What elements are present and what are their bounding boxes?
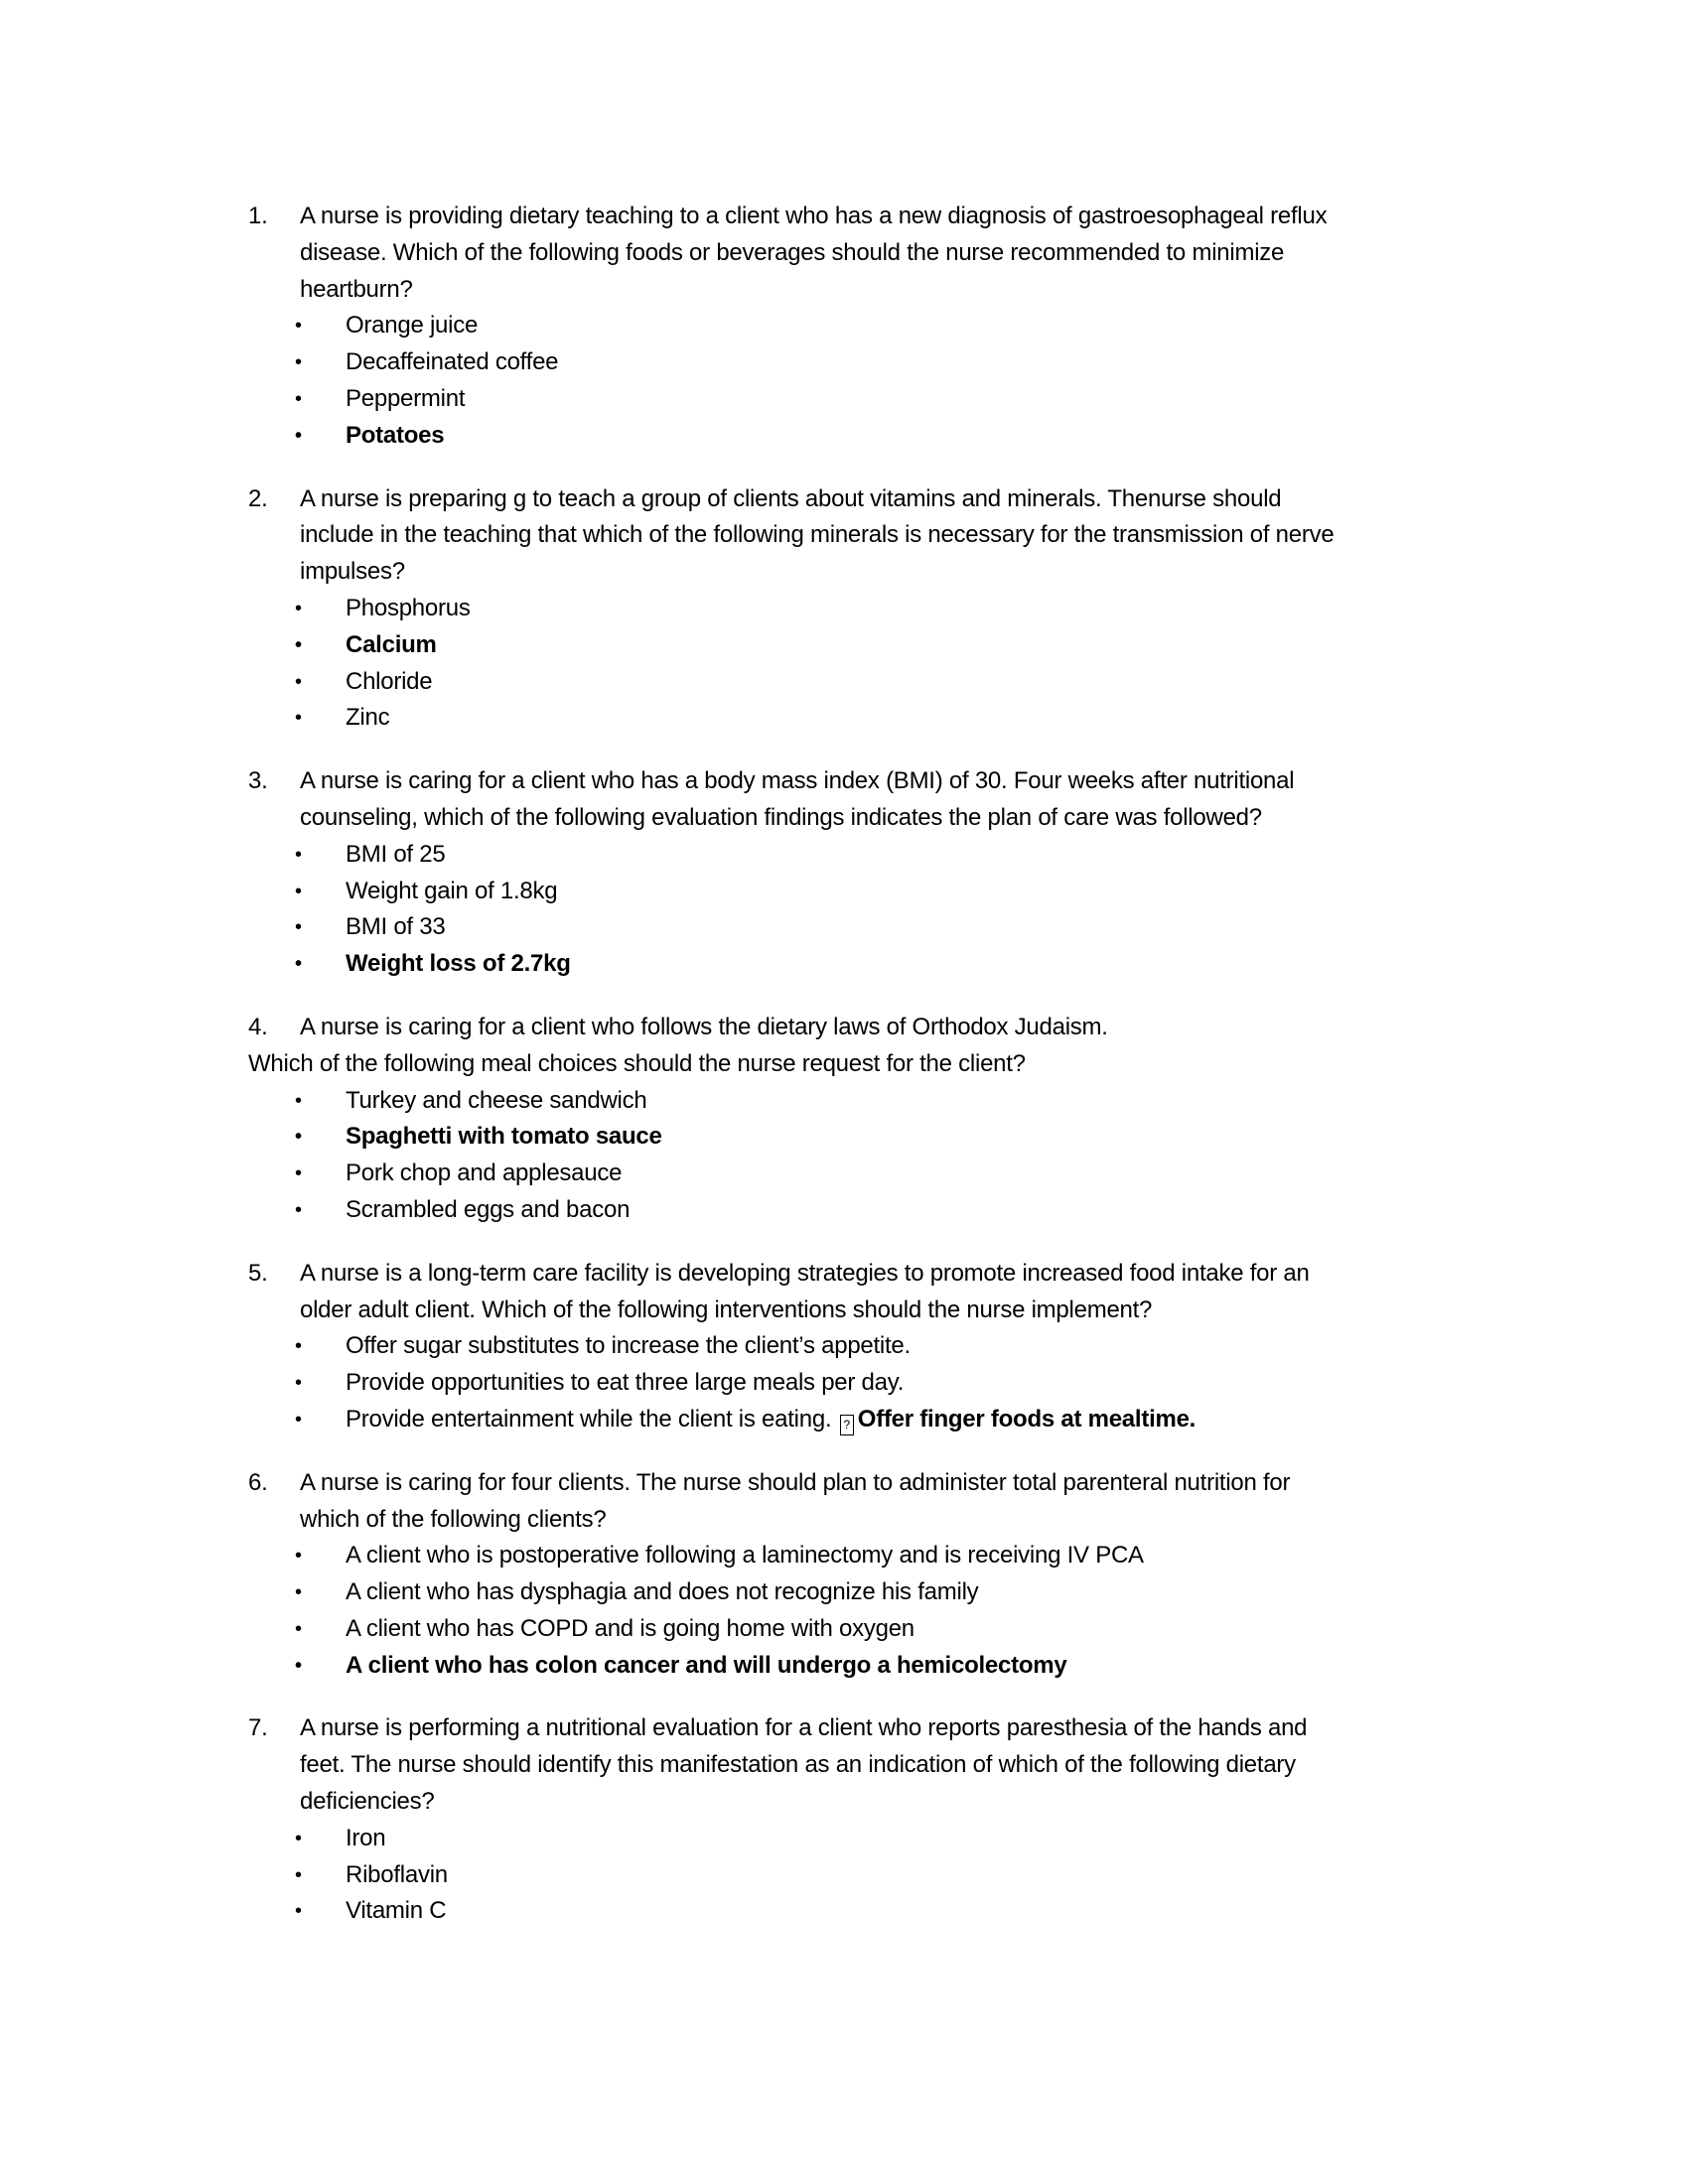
option-text: BMI of 33 [346, 913, 446, 941]
question-2 [248, 481, 1440, 738]
question-stem-line [248, 199, 1440, 235]
answer-option [248, 700, 1440, 737]
answer-option [248, 909, 1440, 946]
bullet-icon: • [295, 1408, 302, 1431]
stem-text: which of the following clients? [300, 1505, 607, 1533]
bullet-icon: • [295, 315, 302, 338]
option-text: Chloride [346, 667, 433, 695]
question-stem-line [248, 1502, 1440, 1539]
question-6 [248, 1465, 1440, 1685]
question-stem-line [248, 554, 1440, 591]
option-text-correct: Offer finger foods at mealtime. [857, 1405, 1196, 1433]
option-text: Weight gain of 1.8kg [346, 877, 558, 904]
option-text: BMI of 25 [346, 840, 446, 868]
answer-option [248, 1156, 1440, 1192]
question-3 [248, 763, 1440, 983]
option-text: Vitamin C [346, 1897, 447, 1925]
bullet-icon: • [295, 1126, 302, 1149]
question-stem-line [248, 1293, 1440, 1329]
stem-text: feet. The nurse should identify this manifestation as an indication of which of the following dietary [300, 1751, 1296, 1779]
option-text: A client who is postoperative following a laminectomy and is receiving IV PCA [346, 1542, 1144, 1570]
option-text: A client who has COPD and is going home with oxygen [346, 1614, 914, 1642]
bullet-icon: • [295, 670, 302, 693]
question-7 [248, 1710, 1440, 1930]
bullet-icon: • [295, 707, 302, 730]
option-text: Zinc [346, 704, 390, 732]
bullet-icon: • [295, 1545, 302, 1568]
bullet-icon: • [295, 880, 302, 902]
stem-text: older adult client. Which of the following interventions should the nurse implement? [300, 1296, 1153, 1323]
bullet-icon: • [295, 633, 302, 656]
stem-text: A nurse is caring for a client who has a body mass index (BMI) of 30. Four weeks after nutritional [300, 767, 1295, 795]
bullet-icon: • [295, 1617, 302, 1640]
question-stem-line [248, 1256, 1440, 1293]
bullet-icon: • [295, 1372, 302, 1395]
question-stem-line [248, 517, 1440, 554]
answer-option [248, 664, 1440, 701]
question-number: 6. [248, 1468, 268, 1496]
question-stem-line [248, 1465, 1440, 1502]
bullet-icon: • [295, 1900, 302, 1923]
bullet-icon: • [295, 1198, 302, 1221]
bullet-icon: • [295, 424, 302, 447]
option-text: Provide opportunities to eat three large meals per day. [346, 1369, 905, 1397]
answer-option-correct [248, 418, 1440, 455]
stem-text: heartburn? [300, 275, 413, 303]
bullet-icon: • [295, 1089, 302, 1112]
question-stem-line [248, 800, 1440, 837]
answer-option [248, 1083, 1440, 1120]
option-text: Pork chop and applesauce [346, 1160, 623, 1187]
stem-text: Which of the following meal choices should the nurse request for the client? [248, 1049, 1026, 1077]
answer-option [248, 1538, 1440, 1574]
answer-option [248, 344, 1440, 381]
bullet-icon: • [295, 953, 302, 976]
question-stem-line [248, 235, 1440, 272]
option-text: Decaffeinated coffee [346, 348, 559, 376]
answer-option [248, 1402, 1440, 1438]
question-stem-line [248, 763, 1440, 800]
answer-option [248, 874, 1440, 910]
stem-text: impulses? [300, 558, 405, 586]
option-text: Scrambled eggs and bacon [346, 1195, 631, 1223]
option-text: Provide entertainment while the client is eating. [346, 1405, 832, 1433]
bullet-icon: • [295, 1863, 302, 1886]
bullet-icon: • [295, 1581, 302, 1604]
bullet-icon: • [295, 351, 302, 374]
bullet-icon: • [295, 1827, 302, 1849]
answer-option [248, 1893, 1440, 1930]
stem-text: A nurse is caring for a client who follows the dietary laws of Orthodox Judaism. [300, 1013, 1108, 1040]
option-text: A client who has dysphagia and does not recognize his family [346, 1578, 979, 1606]
answer-option [248, 1857, 1440, 1894]
question-1 [248, 199, 1440, 455]
missing-glyph-icon: ? [840, 1415, 854, 1435]
question-stem-line [248, 1747, 1440, 1784]
answer-option [248, 381, 1440, 418]
question-number: 2. [248, 484, 268, 512]
option-text: Riboflavin [346, 1860, 448, 1888]
bullet-icon: • [295, 597, 302, 619]
option-text: Spaghetti with tomato sauce [346, 1123, 662, 1151]
question-stem-line [248, 272, 1440, 309]
stem-text: A nurse is caring for four clients. The nurse should plan to administer total parenteral nutrition for [300, 1468, 1291, 1496]
option-text: Iron [346, 1824, 386, 1851]
stem-text: A nurse is a long-term care facility is developing strategies to promote increased food intake for an [300, 1259, 1310, 1287]
option-text: Phosphorus [346, 594, 471, 621]
answer-option-correct [248, 1648, 1440, 1685]
bullet-icon: • [295, 916, 302, 939]
bullet-icon: • [295, 1654, 302, 1677]
answer-option [248, 1821, 1440, 1857]
question-number: 7. [248, 1714, 268, 1742]
question-number: 5. [248, 1259, 268, 1287]
answer-option [248, 1574, 1440, 1611]
answer-option [248, 1192, 1440, 1229]
answer-option [248, 308, 1440, 344]
answer-option [248, 1328, 1440, 1365]
question-stem-line [248, 1046, 1440, 1083]
question-stem-line [248, 1010, 1440, 1046]
bullet-icon: • [295, 387, 302, 410]
question-4 [248, 1010, 1440, 1229]
question-number: 3. [248, 767, 268, 795]
question-stem-line [248, 1710, 1440, 1747]
option-text: Orange juice [346, 312, 479, 340]
option-text: Peppermint [346, 384, 466, 412]
question-stem-line [248, 481, 1440, 518]
bullet-icon: • [295, 1335, 302, 1358]
stem-text: A nurse is performing a nutritional evaluation for a client who reports paresthesia of the hands and [300, 1714, 1308, 1742]
stem-text: A nurse is preparing g to teach a group of clients about vitamins and minerals. Thenurse should [300, 484, 1282, 512]
stem-text: include in the teaching that which of the following minerals is necessary for the transmission of nerve [300, 521, 1335, 549]
answer-option [248, 837, 1440, 874]
question-stem-line [248, 1784, 1440, 1821]
question-number: 1. [248, 203, 268, 229]
option-text: Weight loss of 2.7kg [346, 950, 571, 978]
stem-text: deficiencies? [300, 1788, 435, 1816]
answer-option-correct [248, 1119, 1440, 1156]
option-text: Offer sugar substitutes to increase the client’s appetite. [346, 1332, 911, 1360]
stem-text: A nurse is providing dietary teaching to a client who has a new diagnosis of gastroesophageal reflux [300, 203, 1328, 229]
question-number: 4. [248, 1013, 268, 1040]
stem-text: counseling, which of the following evaluation findings indicates the plan of care was followed? [300, 803, 1262, 831]
option-text: Turkey and cheese sandwich [346, 1086, 647, 1114]
answer-option-correct [248, 946, 1440, 983]
stem-text: disease. Which of the following foods or beverages should the nurse recommended to minimize [300, 238, 1285, 266]
bullet-icon: • [295, 843, 302, 866]
option-text: Potatoes [346, 421, 445, 449]
question-5 [248, 1256, 1440, 1438]
answer-option-correct [248, 627, 1440, 664]
answer-option [248, 1365, 1440, 1402]
option-text: A client who has colon cancer and will undergo a hemicolectomy [346, 1651, 1067, 1679]
answer-option [248, 591, 1440, 627]
bullet-icon: • [295, 1162, 302, 1185]
option-text: Calcium [346, 630, 437, 658]
document-page [248, 199, 1440, 1957]
answer-option [248, 1611, 1440, 1648]
